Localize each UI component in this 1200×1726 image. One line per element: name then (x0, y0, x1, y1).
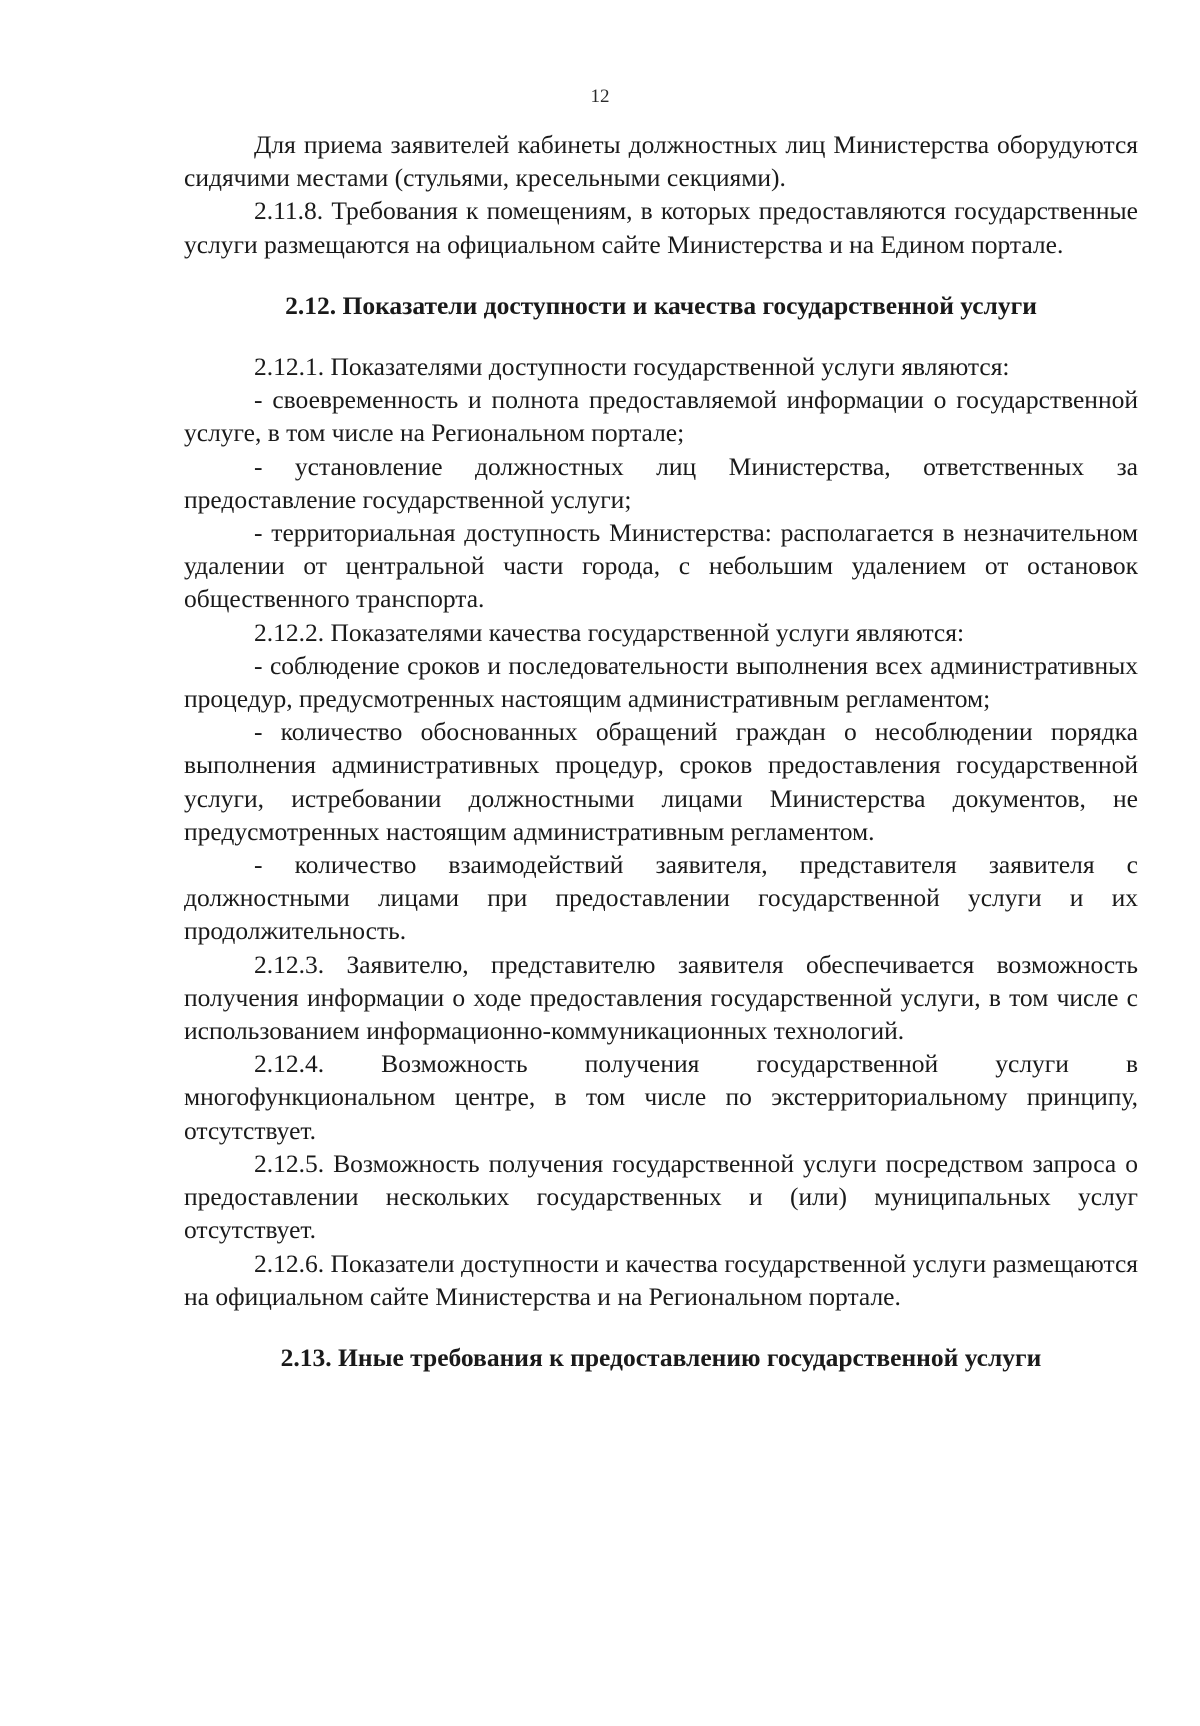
paragraph: 2.12.6. Показатели доступности и качества государственной услуги размещаются на официальном сайте Министерства и на Региональном портале. (184, 1248, 1138, 1311)
list-item: - своевременность и полнота предоставляемой информации о государственной услуге, в том числе на Региональном портале; (184, 385, 1138, 448)
paragraph: 2.12.2. Показателями качества государственной услуги являются: (254, 617, 965, 647)
paragraph: Для приема заявителей кабинеты должностных лиц Министерства оборудуются сидячими местами (стульями, кресельными секциями). (184, 130, 1138, 193)
list-item: - установление должностных лиц Министерства, ответственных за предоставление государственной услуги; (184, 451, 1138, 514)
section-heading-2-12: 2.12. Показатели доступности и качества государственной услуги (285, 290, 1037, 320)
list-item: - количество взаимодействий заявителя, представителя заявителя с должностными лицами при предоставлении государственной услуги и их продолжительность. (184, 850, 1138, 946)
paragraph: 2.12.1. Показателями доступности государственной услуги являются: (254, 352, 1010, 382)
list-item: - соблюдение сроков и последовательности выполнения всех административных процедур, предусмотренных настоящим административным регламентом; (184, 650, 1138, 714)
section-heading-2-13: 2.13. Иные требования к предоставлению государственной услуги (280, 1342, 1042, 1372)
list-item: - количество обоснованных обращений граждан о несоблюдении порядка выполнения административных процедур, сроков предоставления государственной услуги, истребовании должностными лицами Министерства документов, не предусмотренных настоящим административным регламентом. (184, 717, 1138, 846)
paragraph: 2.12.3. Заявителю, представителю заявителя обеспечивается возможность получения информации о ходе предоставления государственной услуги, в том числе с использованием информационно-коммуникационных технологий. (184, 949, 1138, 1046)
section-2-12-body (184, 350, 1138, 1313)
paragraph: 2.11.8. Требования к помещениям, в которых предоставляются государственные услуги размещаются на официальном сайте Министерства и на Едином портале. (184, 196, 1138, 259)
document-body (184, 128, 1138, 1374)
paragraph: 2.12.4. Возможность получения государственной услуги в многофункциональном центре, в том числе по экстерриториальному принципу, отсутствует. (184, 1049, 1138, 1145)
page-number: 12 (590, 86, 610, 107)
list-item: - территориальная доступность Министерства: располагается в незначительном удалении от центральной части города, с небольшим удалением от остановок общественного транспорта. (184, 518, 1138, 614)
paragraph: 2.12.5. Возможность получения государственной услуги посредством запроса о предоставлении нескольких государственных и (или) муниципальных услуг отсутствует. (184, 1148, 1138, 1245)
